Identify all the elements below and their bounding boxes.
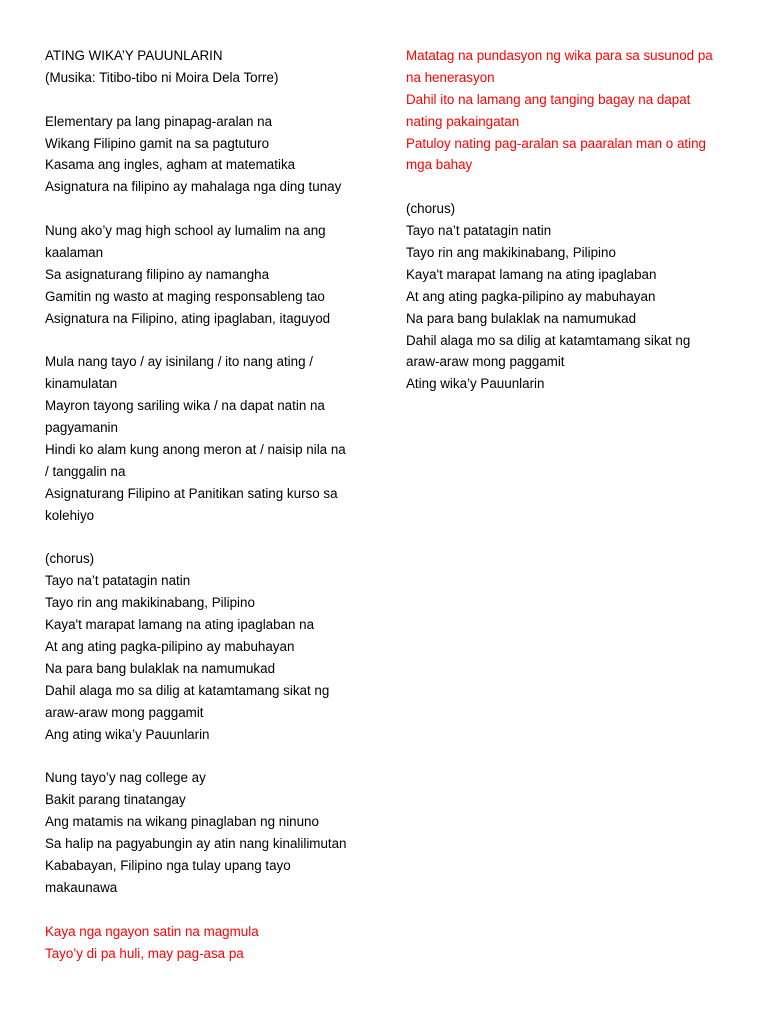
lyric-line: nating pakaingatan (406, 113, 520, 129)
lyric-line: Mula nang tayo / ay isinilang / ito nang ating / (45, 354, 313, 370)
lyric-line: pagyamanin (45, 420, 118, 436)
lyric-line: araw-araw mong paggamit (406, 354, 565, 370)
lyric-line: At ang ating pagka-pilipino ay mabuhayan (45, 639, 295, 655)
lyric-line: Tayo’y di pa huli, may pag-asa pa (45, 945, 244, 961)
lyric-line: Na para bang bulaklak na namumukad (45, 660, 276, 676)
blank-line (45, 899, 375, 921)
lyric-line: At ang ating pagka-pilipino ay mabuhayan (406, 288, 656, 304)
lyric-line: makaunawa (45, 879, 118, 895)
left-column (45, 45, 375, 964)
lyric-line: Patuloy nating pag-aralan sa paaralan man o ating (406, 135, 707, 151)
lyric-line: / tanggalin na (45, 463, 126, 479)
lyric-line: Dahil ito na lamang ang tanging bagay na dapat (406, 91, 691, 107)
blank-line (45, 89, 375, 111)
lyric-line: Ating wika’y Pauunlarin (406, 376, 545, 392)
blank-line (45, 527, 375, 549)
lyric-line: Elementary pa lang pinapag-aralan na (45, 113, 273, 129)
lyric-line: Nung ako’y mag high school ay lumalim na ang (45, 223, 326, 239)
lyric-line: Mayron tayong sariling wika / na dapat natin na (45, 398, 325, 414)
lyric-line: Na para bang bulaklak na namumukad (406, 310, 637, 326)
lyric-line: Kababayan, Filipino nga tulay upang tayo (45, 857, 291, 873)
lyric-line: Kasama ang ingles, agham at matematika (45, 157, 296, 173)
lyric-line: Asignaturang Filipino at Panitikan sating kurso sa (45, 485, 338, 501)
lyric-line: Tayo rin ang makikinabang, Pilipino (406, 245, 616, 261)
blank-line (45, 746, 375, 768)
lyric-line: ATING WIKA’Y PAUUNLARIN (45, 48, 223, 63)
blank-line (406, 176, 736, 198)
lyric-line: (Musika: Titibo-tibo ni Moira Dela Torre) (45, 69, 279, 85)
lyric-line: Dahil alaga mo sa dilig at katamtamang sikat ng (406, 332, 691, 348)
lyric-line: Bakit parang tinatangay (45, 792, 186, 808)
lyric-line: Sa asignaturang filipino ay namangha (45, 266, 270, 282)
lyric-line: Hindi ko alam kung anong meron at / naisip nila na (45, 442, 346, 458)
lyric-line: Sa halip na pagyabungin ay atin nang kinalilimutan (45, 836, 347, 852)
lyric-line: Tayo rin ang makikinabang, Pilipino (45, 595, 255, 611)
lyric-line: Kaya't marapat lamang na ating ipaglaban (406, 266, 657, 282)
lyric-line: Kaya't marapat lamang na ating ipaglaban na (45, 617, 315, 633)
lyric-line: (chorus) (45, 551, 95, 567)
lyric-line: araw-araw mong paggamit (45, 704, 204, 720)
lyric-line: Ang ating wika’y Pauunlarin (45, 726, 210, 742)
lyric-line: kinamulatan (45, 376, 118, 392)
lyric-line: Matatag na pundasyon ng wika para sa susunod pa (406, 48, 713, 63)
blank-line (45, 198, 375, 220)
lyric-line: Gamitin ng wasto at maging responsableng tao (45, 288, 325, 304)
right-column (406, 45, 736, 395)
lyric-line: Kaya nga ngayon satin na magmula (45, 923, 259, 939)
blank-line (45, 330, 375, 352)
lyric-line: Ang matamis na wikang pinaglaban ng ninuno (45, 814, 319, 830)
lyric-line: Tayo na’t patatagin natin (45, 573, 191, 589)
lyric-line: Tayo na’t patatagin natin (406, 223, 552, 239)
lyric-line: Asignatura na Filipino, ating ipaglaban, itaguyod (45, 310, 331, 326)
lyric-line: (chorus) (406, 201, 456, 217)
lyric-line: Wikang Filipino gamit na sa pagtuturo (45, 135, 270, 151)
lyric-line: kaalaman (45, 245, 104, 261)
lyric-line: Dahil alaga mo sa dilig at katamtamang sikat ng (45, 682, 330, 698)
lyric-line: Asignatura na filipino ay mahalaga nga ding tunay (45, 179, 342, 195)
lyric-line: Nung tayo’y nag college ay (45, 770, 206, 786)
lyric-line: na henerasyon (406, 69, 495, 85)
lyric-line: mga bahay (406, 157, 473, 173)
lyric-line: kolehiyo (45, 507, 95, 523)
